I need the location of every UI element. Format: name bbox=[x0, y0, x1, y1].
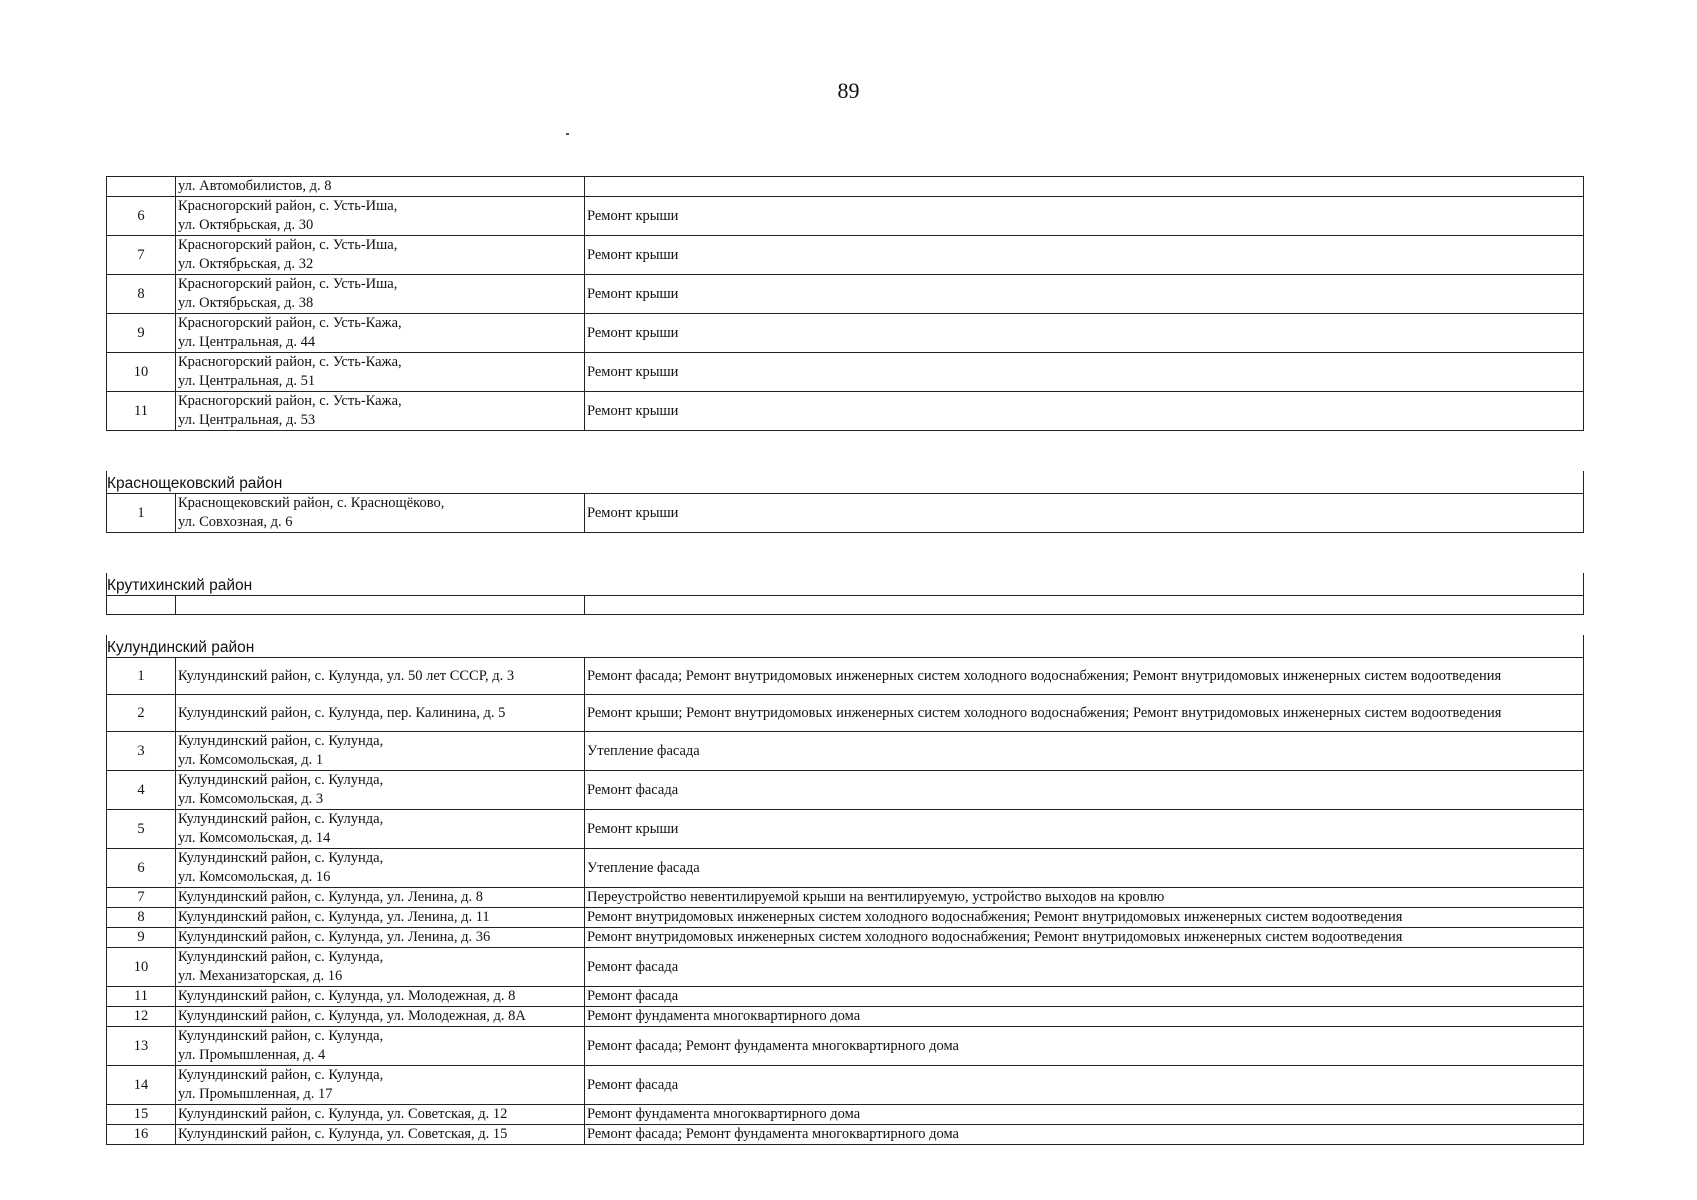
address-line: Кулундинский район, с. Кулунда, ул. Советская, д. 15 bbox=[178, 1126, 508, 1142]
table-row bbox=[107, 1105, 1584, 1125]
table-row bbox=[107, 314, 1584, 353]
table-row bbox=[107, 810, 1584, 849]
row-work: Ремонт крыши bbox=[585, 275, 1584, 314]
row-number: 8 bbox=[107, 908, 176, 928]
address-line: ул. Промышленная, д. 4 bbox=[178, 1047, 326, 1063]
address-line: ул. Комсомольская, д. 14 bbox=[178, 830, 331, 846]
row-number: 1 bbox=[107, 494, 176, 533]
row-work: Утепление фасада bbox=[585, 849, 1584, 888]
address-line: ул. Совхозная, д. 6 bbox=[178, 514, 293, 530]
address-line: Красногорский район, с. Усть-Кажа, bbox=[178, 393, 402, 409]
section-header bbox=[107, 573, 1584, 596]
table-row bbox=[107, 695, 1584, 732]
row-work: Ремонт крыши bbox=[585, 392, 1584, 431]
row-number: 1 bbox=[107, 658, 176, 695]
address-line: Кулундинский район, с. Кулунда, ул. Ленина, д. 36 bbox=[178, 929, 491, 945]
section-spacer bbox=[107, 615, 1584, 636]
row-work: Ремонт внутридомовых инженерных систем холодного водоснабжения; Ремонт внутридомовых инженерных систем водоотведения bbox=[585, 908, 1584, 928]
address-line: ул. Комсомольская, д. 16 bbox=[178, 869, 331, 885]
row-work: Ремонт крыши bbox=[585, 197, 1584, 236]
address-line: Кулундинский район, с. Кулунда, bbox=[178, 733, 384, 749]
table-row bbox=[107, 849, 1584, 888]
address-line: ул. Октябрьская, д. 32 bbox=[178, 256, 314, 272]
table-row bbox=[107, 275, 1584, 314]
address-line: Кулундинский район, с. Кулунда, bbox=[178, 1067, 384, 1083]
scan-speck bbox=[566, 133, 569, 135]
table-row bbox=[107, 1125, 1584, 1145]
row-address bbox=[176, 236, 585, 275]
address-line: Кулундинский район, с. Кулунда, ул. Молодежная, д. 8А bbox=[178, 1008, 526, 1024]
table-row bbox=[107, 658, 1584, 695]
address-line: Красногорский район, с. Усть-Кажа, bbox=[178, 315, 402, 331]
row-number: 2 bbox=[107, 695, 176, 732]
table-row bbox=[107, 771, 1584, 810]
address-line: Кулундинский район, с. Кулунда, ул. Ленина, д. 8 bbox=[178, 889, 483, 905]
row-number: 10 bbox=[107, 948, 176, 987]
row-address bbox=[176, 908, 585, 928]
row-number: 5 bbox=[107, 810, 176, 849]
row-work: Ремонт фасада; Ремонт фундамента многоквартирного дома bbox=[585, 1027, 1584, 1066]
row-address bbox=[176, 392, 585, 431]
table-row bbox=[107, 494, 1584, 533]
row-address bbox=[176, 1027, 585, 1066]
row-work: Ремонт крыши bbox=[585, 353, 1584, 392]
address-line: Кулундинский район, с. Кулунда, bbox=[178, 1028, 384, 1044]
address-line: Кулундинский район, с. Кулунда, ул. Ленина, д. 11 bbox=[178, 909, 490, 925]
address-line: ул. Комсомольская, д. 1 bbox=[178, 752, 324, 768]
row-address bbox=[176, 987, 585, 1007]
repair-registry-table bbox=[106, 176, 1584, 1145]
row-address bbox=[176, 888, 585, 908]
row-number: 12 bbox=[107, 1007, 176, 1027]
row-work: Ремонт фундамента многоквартирного дома bbox=[585, 1105, 1584, 1125]
table-row bbox=[107, 236, 1584, 275]
address-line: Кулундинский район, с. Кулунда, ул. Молодежная, д. 8 bbox=[178, 988, 516, 1004]
row-address bbox=[176, 1105, 585, 1125]
row-number: 7 bbox=[107, 236, 176, 275]
address-line: Кулундинский район, с. Кулунда, bbox=[178, 811, 384, 827]
address-line: ул. Центральная, д. 51 bbox=[178, 373, 316, 389]
table-row bbox=[107, 392, 1584, 431]
row-work bbox=[585, 177, 1584, 197]
section-header bbox=[107, 471, 1584, 494]
table-row bbox=[107, 908, 1584, 928]
section-spacer bbox=[107, 533, 1584, 574]
table-row bbox=[107, 197, 1584, 236]
address-line: Кулундинский район, с. Кулунда, bbox=[178, 772, 384, 788]
section-title: Крутихинский район bbox=[107, 573, 1584, 596]
row-work: Ремонт фасада bbox=[585, 771, 1584, 810]
table-row-empty bbox=[107, 596, 1584, 615]
table-row bbox=[107, 177, 1584, 197]
address-line: ул. Октябрьская, д. 38 bbox=[178, 295, 314, 311]
row-address bbox=[176, 1066, 585, 1105]
row-number: 3 bbox=[107, 732, 176, 771]
table-row bbox=[107, 888, 1584, 908]
row-address bbox=[176, 732, 585, 771]
table-row bbox=[107, 353, 1584, 392]
row-address bbox=[176, 1007, 585, 1027]
table-row bbox=[107, 1007, 1584, 1027]
address-line: Краснощековский район, с. Краснощёково, bbox=[178, 495, 445, 511]
row-address bbox=[176, 695, 585, 732]
row-number: 7 bbox=[107, 888, 176, 908]
address-line: Кулундинский район, с. Кулунда, bbox=[178, 949, 384, 965]
row-address bbox=[176, 197, 585, 236]
table-row bbox=[107, 987, 1584, 1007]
row-number: 16 bbox=[107, 1125, 176, 1145]
address-line: Красногорский район, с. Усть-Иша, bbox=[178, 237, 398, 253]
address-line: ул. Механизаторская, д. 16 bbox=[178, 968, 343, 984]
table-row bbox=[107, 1027, 1584, 1066]
table-row bbox=[107, 928, 1584, 948]
table-row bbox=[107, 948, 1584, 987]
row-address bbox=[176, 849, 585, 888]
row-address bbox=[176, 275, 585, 314]
row-number: 11 bbox=[107, 392, 176, 431]
row-number: 9 bbox=[107, 314, 176, 353]
row-number: 8 bbox=[107, 275, 176, 314]
row-number: 10 bbox=[107, 353, 176, 392]
row-address bbox=[176, 928, 585, 948]
row-address bbox=[176, 948, 585, 987]
section-title: Кулундинский район bbox=[107, 635, 1584, 658]
row-address bbox=[176, 771, 585, 810]
table-row bbox=[107, 732, 1584, 771]
section-title: Краснощековский район bbox=[107, 471, 1584, 494]
row-number: 11 bbox=[107, 987, 176, 1007]
row-number: 4 bbox=[107, 771, 176, 810]
address-line: Кулундинский район, с. Кулунда, пер. Калинина, д. 5 bbox=[178, 704, 506, 721]
row-work: Переустройство невентилируемой крыши на вентилируемую, устройство выходов на кровлю bbox=[585, 888, 1584, 908]
address-line: ул. Центральная, д. 44 bbox=[178, 334, 316, 350]
row-work: Ремонт крыши bbox=[585, 810, 1584, 849]
row-work: Ремонт крыши bbox=[585, 236, 1584, 275]
row-number: 6 bbox=[107, 197, 176, 236]
row-address bbox=[176, 810, 585, 849]
row-number: 15 bbox=[107, 1105, 176, 1125]
row-address bbox=[176, 658, 585, 695]
row-number: 6 bbox=[107, 849, 176, 888]
row-work: Ремонт крыши; Ремонт внутридомовых инженерных систем холодного водоснабжения; Ремонт внутридомовых инженерных систем водоотведения bbox=[585, 695, 1584, 732]
section-header bbox=[107, 635, 1584, 658]
row-number: 9 bbox=[107, 928, 176, 948]
address-line: Красногорский район, с. Усть-Иша, bbox=[178, 276, 398, 292]
row-work: Ремонт фасада; Ремонт фундамента многоквартирного дома bbox=[585, 1125, 1584, 1145]
row-work: Ремонт фасада bbox=[585, 948, 1584, 987]
row-work: Ремонт фасада bbox=[585, 1066, 1584, 1105]
row-work: Ремонт фасада bbox=[585, 987, 1584, 1007]
row-number bbox=[107, 177, 176, 197]
address-line: Кулундинский район, с. Кулунда, ул. 50 лет СССР, д. 3 bbox=[178, 667, 515, 684]
row-address bbox=[176, 1125, 585, 1145]
address-line: ул. Центральная, д. 53 bbox=[178, 412, 316, 428]
address-line: ул. Октябрьская, д. 30 bbox=[178, 217, 314, 233]
row-address: ул. Автомобилистов, д. 8 bbox=[176, 177, 585, 197]
address-line: ул. Комсомольская, д. 3 bbox=[178, 791, 324, 807]
address-line: ул. Промышленная, д. 17 bbox=[178, 1086, 333, 1102]
address-line: Красногорский район, с. Усть-Кажа, bbox=[178, 354, 402, 370]
row-work: Утепление фасада bbox=[585, 732, 1584, 771]
row-number: 13 bbox=[107, 1027, 176, 1066]
row-work: Ремонт фасада; Ремонт внутридомовых инженерных систем холодного водоснабжения; Ремонт внутридомовых инженерных систем водоотведения bbox=[585, 658, 1584, 695]
row-work: Ремонт внутридомовых инженерных систем холодного водоснабжения; Ремонт внутридомовых инженерных систем водоотведения bbox=[585, 928, 1584, 948]
row-work: Ремонт крыши bbox=[585, 314, 1584, 353]
row-number: 14 bbox=[107, 1066, 176, 1105]
row-work: Ремонт крыши bbox=[585, 494, 1584, 533]
address-line: Кулундинский район, с. Кулунда, ул. Советская, д. 12 bbox=[178, 1106, 508, 1122]
page-number: 89 bbox=[837, 78, 860, 103]
row-address bbox=[176, 494, 585, 533]
address-line: Красногорский район, с. Усть-Иша, bbox=[178, 198, 398, 214]
row-work: Ремонт фундамента многоквартирного дома bbox=[585, 1007, 1584, 1027]
row-address bbox=[176, 314, 585, 353]
section-spacer bbox=[107, 431, 1584, 472]
address-line: Кулундинский район, с. Кулунда, bbox=[178, 850, 384, 866]
row-address bbox=[176, 353, 585, 392]
table-row bbox=[107, 1066, 1584, 1105]
